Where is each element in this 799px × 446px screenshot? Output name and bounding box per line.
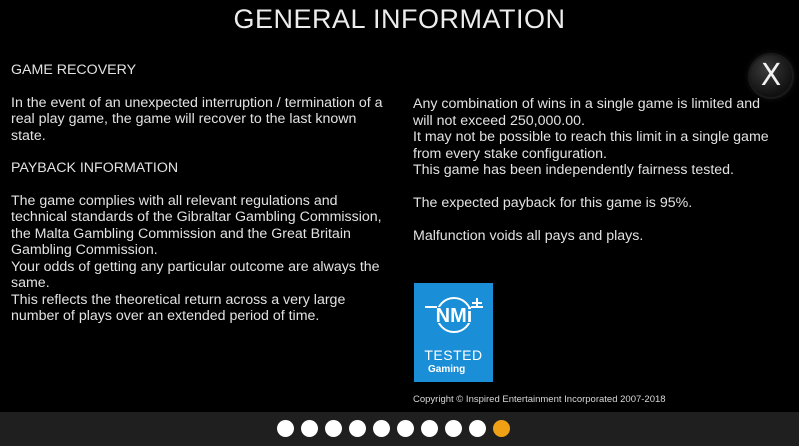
copyright-text: Copyright © Inspired Entertainment Incorporated 2007-2018 xyxy=(413,394,666,405)
expected-payback-text: The expected payback for this game is 95%. xyxy=(413,194,693,211)
page-dot-3[interactable] xyxy=(325,420,342,437)
left-column xyxy=(11,62,391,325)
badge-tested-label: TESTED xyxy=(424,347,483,363)
payback-odds-text: Your odds of getting any particular outcome are always the same. xyxy=(11,258,380,291)
payback-regulations-text: The game complies with all relevant regulations and technical standards of the Gibraltar Gambling Commission, the Malta Gambling Commission and the Great Britain Gambling Commission. xyxy=(11,192,382,258)
win-limit-text: Any combination of wins in a single game is limited and will not exceed 250,000.00. xyxy=(413,96,760,129)
page-dots xyxy=(277,420,510,437)
game-recovery-heading: GAME RECOVERY xyxy=(11,62,137,78)
win-limit-note: It may not be possible to reach this limit in a single game from every stake configuration. xyxy=(413,129,769,162)
page-dot-5[interactable] xyxy=(373,420,390,437)
malfunction-text: Malfunction voids all pays and plays. xyxy=(413,228,644,244)
svg-text:NMi: NMi xyxy=(435,305,473,327)
right-column xyxy=(413,96,783,245)
nmi-logo-icon xyxy=(423,295,485,335)
page-dot-8[interactable] xyxy=(445,420,462,437)
nmi-tested-badge xyxy=(414,283,493,382)
payback-heading: PAYBACK INFORMATION xyxy=(11,160,179,176)
page-title: GENERAL INFORMATION xyxy=(233,4,566,34)
page-dot-2[interactable] xyxy=(301,420,318,437)
badge-gaming-label: Gaming xyxy=(428,364,466,375)
page-dot-10[interactable] xyxy=(493,420,510,437)
page-indicator-bar xyxy=(0,412,799,446)
page-dot-7[interactable] xyxy=(421,420,438,437)
payback-theoretical-text: This reflects the theoretical return across a very large number of plays over an extended period of time. xyxy=(11,291,346,324)
page-dot-1[interactable] xyxy=(277,420,294,437)
close-icon: X xyxy=(760,58,782,93)
close-button[interactable] xyxy=(750,55,792,97)
game-recovery-text: In the event of an unexpected interruption / termination of a real play game, the game will recover to the last known state. xyxy=(11,94,383,144)
page-dot-6[interactable] xyxy=(397,420,414,437)
page-dot-4[interactable] xyxy=(349,420,366,437)
fairness-tested-text: This game has been independently fairness tested. xyxy=(413,162,734,178)
page-dot-9[interactable] xyxy=(469,420,486,437)
